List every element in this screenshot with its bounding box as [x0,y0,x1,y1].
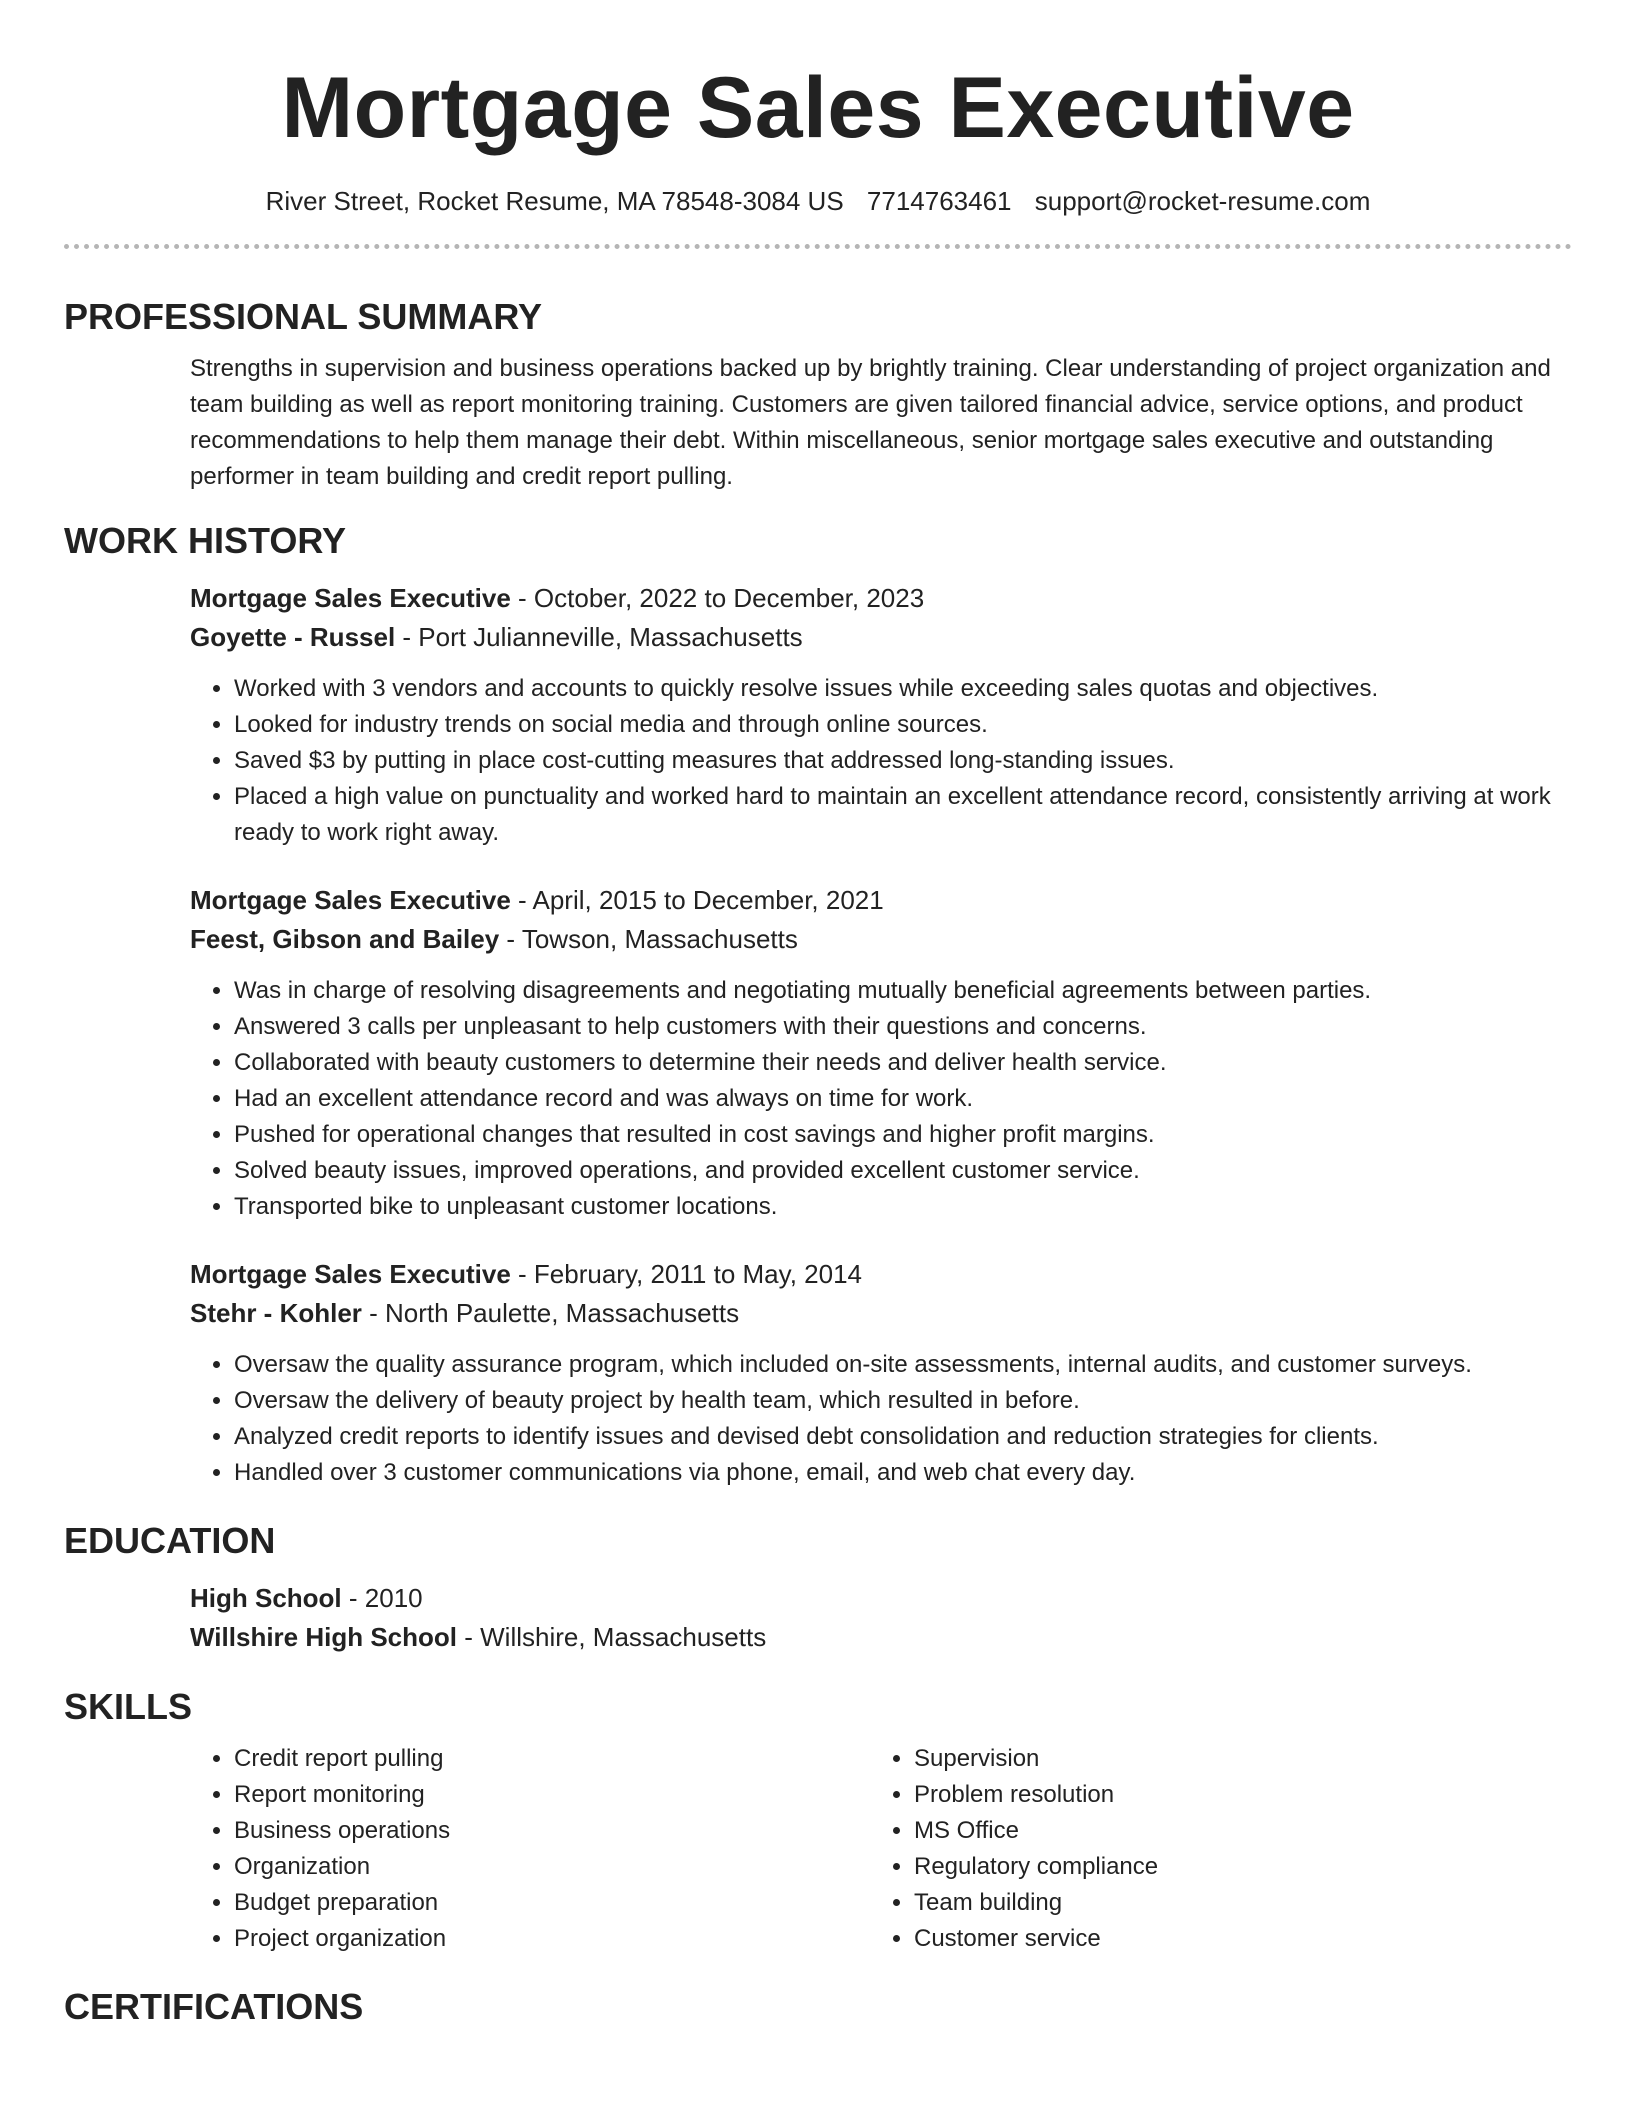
job-bullets [190,973,1572,1225]
summary-text: Strengths in supervision and business operations backed up by brightly training. Clear understanding of project organization and team building as well as report monitoring training. Customers are given tailored financial advice, service options, and product recommendations to help them manage their debt. Within miscellaneous, senior mortgage sales executive and outstanding performer in team building and credit report pulling. [190,355,1551,490]
job-company-line [190,618,1572,657]
job-title: Mortgage Sales Executive [190,885,511,915]
job-company: Goyette - Russel [190,622,396,652]
job-company: Feest, Gibson and Bailey [190,924,500,954]
job-title: Mortgage Sales Executive [190,1259,511,1289]
contact-email: support@rocket-resume.com [1034,186,1371,216]
skills-column-right [870,1741,1550,1957]
education-school-line [190,1618,1572,1657]
header-divider [64,244,1572,249]
job-location: - Towson, Massachusetts [499,924,798,954]
skill-item: • Report monitoring [234,1777,870,1813]
list-item: • Pushed for operational changes that resulted in cost savings and higher profit margins. [234,1117,1572,1153]
job-title-line [190,579,1572,618]
job-bullets [190,1347,1572,1491]
contact-line [64,184,1572,218]
education-section [64,1579,1572,1657]
skills-heading: SKILLS [64,1686,193,1727]
list-item: • Collaborated with beauty customers to determine their needs and deliver health service. [234,1045,1572,1081]
list-item: • Saved $3 by putting in place cost-cutting measures that addressed long-standing issues. [234,743,1572,779]
summary-heading: PROFESSIONAL SUMMARY [64,296,543,337]
resume-title: Mortgage Sales Executive [281,60,1355,156]
skill-item: • MS Office [914,1813,1550,1849]
list-item: • Analyzed credit reports to identify issues and devised debt consolidation and reduction strategies for clients. [234,1419,1572,1455]
education-location: - Willshire, Massachusetts [457,1622,767,1652]
job-bullets [190,671,1572,851]
work-history-heading: WORK HISTORY [64,520,347,561]
skill-item: • Business operations [234,1813,870,1849]
skills-list-right [870,1741,1550,1957]
list-item: • Oversaw the delivery of beauty project by health team, which resulted in before. [234,1383,1572,1419]
skill-item: • Credit report pulling [234,1741,870,1777]
list-item: • Solved beauty issues, improved operations, and provided excellent customer service. [234,1153,1572,1189]
job-title-line [190,881,1572,920]
job-title: Mortgage Sales Executive [190,583,511,613]
skill-item: • Organization [234,1849,870,1885]
skills-columns [190,1741,1572,1957]
skills-list-left [190,1741,870,1957]
job-dates: - April, 2015 to December, 2021 [510,885,884,915]
list-item: • Looked for industry trends on social media and through online sources. [234,707,1572,743]
job-title-line [190,1255,1572,1294]
list-item: • Had an excellent attendance record and was always on time for work. [234,1081,1572,1117]
list-item: • Was in charge of resolving disagreements and negotiating mutually beneficial agreements between parties. [234,973,1572,1009]
education-degree: High School [190,1583,342,1613]
contact-address: River Street, Rocket Resume, MA 78548-3084 US [265,186,844,216]
summary-section [64,351,1572,495]
skill-item: • Team building [914,1885,1550,1921]
list-item: • Handled over 3 customer communications via phone, email, and web chat every day. [234,1455,1572,1491]
job-company: Stehr - Kohler [190,1298,362,1328]
skills-section [64,1741,1572,1957]
list-item: • Oversaw the quality assurance program, which included on-site assessments, internal audits, and customer surveys. [234,1347,1572,1383]
certifications-heading: CERTIFICATIONS [64,1986,364,2027]
work-history-section [64,579,1572,1491]
education-heading: EDUCATION [64,1520,276,1561]
list-item: • Worked with 3 vendors and accounts to quickly resolve issues while exceeding sales quotas and objectives. [234,671,1572,707]
job-dates: - February, 2011 to May, 2014 [510,1259,862,1289]
education-year: - 2010 [341,1583,423,1613]
skills-column-left [190,1741,870,1957]
list-item: • Answered 3 calls per unpleasant to help customers with their questions and concerns. [234,1009,1572,1045]
job-location: - Port Julianneville, Massachusetts [395,622,803,652]
job-dates: - October, 2022 to December, 2023 [510,583,925,613]
job-company-line [190,920,1572,959]
job-location: - North Paulette, Massachusetts [361,1298,740,1328]
skill-item: • Budget preparation [234,1885,870,1921]
education-degree-line [190,1579,1572,1618]
skill-item: • Customer service [914,1921,1550,1957]
job-company-line [190,1294,1572,1333]
list-item: • Transported bike to unpleasant customer locations. [234,1189,1572,1225]
contact-phone: 7714763461 [866,186,1012,216]
skill-item: • Problem resolution [914,1777,1550,1813]
resume-page [64,0,1572,2029]
education-school: Willshire High School [190,1622,458,1652]
list-item: • Placed a high value on punctuality and worked hard to maintain an excellent attendance record, consistently arriving at work ready to work right away. [234,779,1572,851]
job-entry [190,579,1572,851]
job-entry [190,881,1572,1225]
skill-item: • Regulatory compliance [914,1849,1550,1885]
job-entry [190,1255,1572,1491]
skill-item: • Supervision [914,1741,1550,1777]
skill-item: • Project organization [234,1921,870,1957]
